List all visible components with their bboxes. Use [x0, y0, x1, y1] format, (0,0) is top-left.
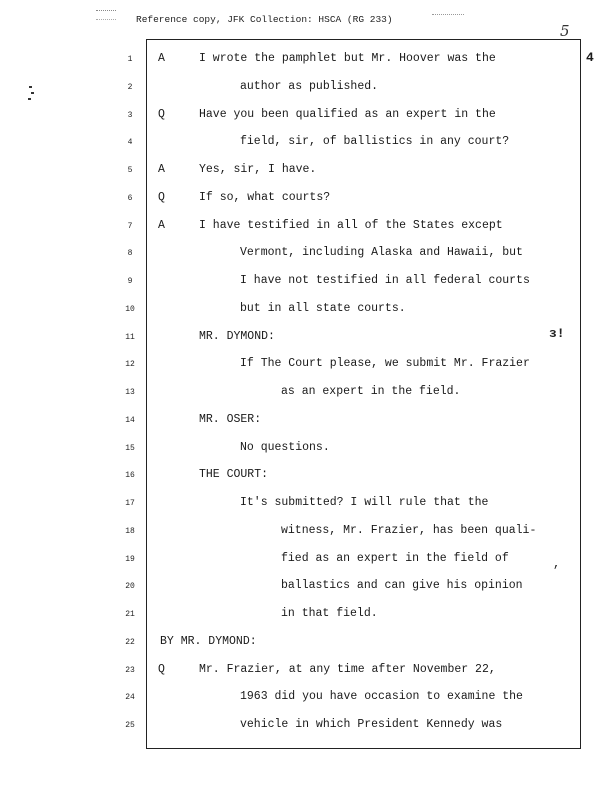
transcript-line: [0, 246, 612, 262]
transcript-line: [0, 441, 612, 457]
transcript-line: [0, 690, 612, 706]
line-text: I wrote the pamphlet but Mr. Hoover was the: [199, 52, 496, 65]
line-number: 15: [125, 444, 135, 453]
line-text: in that field.: [281, 607, 378, 620]
line-number: 8: [127, 249, 133, 258]
corner-mark: 4: [586, 50, 594, 65]
transcript-line: [0, 135, 612, 151]
line-text: BY MR. DYMOND:: [160, 635, 257, 648]
line-text: If The Court please, we submit Mr. Frazier: [240, 357, 530, 370]
transcript-line: [0, 302, 612, 318]
speaker-label: Q: [158, 663, 165, 676]
line-number: 1: [127, 55, 133, 64]
speaker-label: A: [158, 219, 165, 232]
speaker-label: A: [158, 52, 165, 65]
line-text: fied as an expert in the field of: [281, 552, 509, 565]
line-text: Yes, sir, I have.: [199, 163, 317, 176]
line-text: ballastics and can give his opinion: [281, 579, 523, 592]
line-text: I have testified in all of the States except: [199, 219, 503, 232]
speaker-label: Q: [158, 108, 165, 121]
line-number: 4: [127, 138, 133, 147]
transcript-line: [0, 163, 612, 179]
line-text: witness, Mr. Frazier, has been quali-: [281, 524, 537, 537]
line-number: 17: [125, 499, 135, 508]
line-text: Mr. Frazier, at any time after November 22,: [199, 663, 496, 676]
transcript-line: [0, 274, 612, 290]
line-text: THE COURT:: [199, 468, 269, 481]
transcript-line: [0, 635, 612, 651]
handwritten-page-number: 5: [560, 22, 570, 40]
transcript-line: [0, 524, 612, 540]
line-text: It's submitted? I will rule that the: [240, 496, 489, 509]
transcript-line: [0, 718, 612, 734]
line-number: 2: [127, 83, 133, 92]
line-number: 11: [125, 333, 135, 342]
line-number: 10: [125, 305, 135, 314]
transcript-line: [0, 496, 612, 512]
smudge-mark: [96, 10, 116, 20]
transcript-line: [0, 607, 612, 623]
line-text: Vermont, including Alaska and Hawaii, but: [240, 246, 523, 259]
transcript-line: [0, 108, 612, 124]
line-text: MR. OSER:: [199, 413, 262, 426]
smudge-mark: [432, 14, 464, 21]
line-number: 22: [125, 638, 135, 647]
transcript-line: [0, 80, 612, 96]
line-number: 16: [125, 471, 135, 480]
line-number: 5: [127, 166, 133, 175]
line-text: I have not testified in all federal courts: [240, 274, 530, 287]
speaker-label: Q: [158, 191, 165, 204]
ink-scribble: ɜ!: [549, 326, 565, 341]
line-text: as an expert in the field.: [281, 385, 461, 398]
reference-header: Reference copy, JFK Collection: HSCA (RG 233): [136, 14, 393, 25]
line-number: 14: [125, 416, 135, 425]
transcript-line: [0, 191, 612, 207]
transcript-line: [0, 52, 612, 68]
line-number: 3: [127, 111, 133, 120]
speaker-label: A: [158, 163, 165, 176]
transcript-line: [0, 579, 612, 595]
transcript-line: [0, 663, 612, 679]
line-number: 6: [127, 194, 133, 203]
line-text: 1963 did you have occasion to examine the: [240, 690, 523, 703]
transcript-line: [0, 219, 612, 235]
line-number: 9: [127, 277, 133, 286]
line-number: 25: [125, 721, 135, 730]
line-text: field, sir, of ballistics in any court?: [240, 135, 510, 148]
line-number: 12: [125, 360, 135, 369]
line-number: 13: [125, 388, 135, 397]
line-text: MR. DYMOND:: [199, 330, 275, 343]
line-text: vehicle in which President Kennedy was: [240, 718, 503, 731]
line-number: 23: [125, 666, 135, 675]
line-number: 24: [125, 693, 135, 702]
line-number: 18: [125, 527, 135, 536]
line-number: 19: [125, 555, 135, 564]
line-text: No questions.: [240, 441, 330, 454]
line-text: but in all state courts.: [240, 302, 406, 315]
line-text: author as published.: [240, 80, 379, 93]
transcript-line: [0, 357, 612, 373]
line-number: 7: [127, 222, 133, 231]
line-text: If so, what courts?: [199, 191, 331, 204]
line-text: Have you been qualified as an expert in the: [199, 108, 496, 121]
transcript-line: [0, 330, 612, 346]
line-number: 20: [125, 582, 135, 591]
line-number: 21: [125, 610, 135, 619]
transcript-line: [0, 385, 612, 401]
transcript-line: [0, 468, 612, 484]
transcript-line: [0, 552, 612, 568]
ink-comma-mark: ,: [553, 557, 561, 571]
transcript-line: [0, 413, 612, 429]
